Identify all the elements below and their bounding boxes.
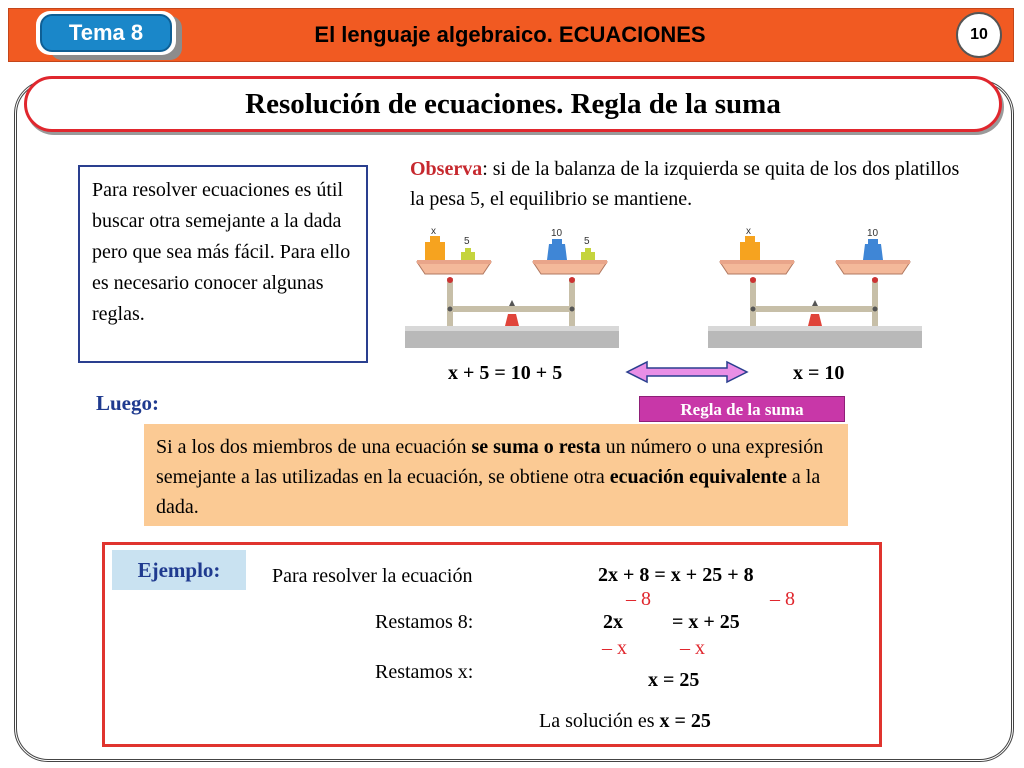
observa-keyword: Observa: [410, 158, 483, 180]
intro-box: [78, 165, 368, 363]
luego-label: Luego:: [96, 391, 159, 415]
equation-left: x + 5 = 10 + 5: [448, 362, 563, 384]
intro-text: Para resolver ecuaciones es útil buscar otra semejante a la dada pero que sea más fácil. Para ello es necesario conocer algunas reglas.: [92, 179, 351, 325]
rule-text-1: Si a los dos miembros de una ecuación: [156, 436, 472, 458]
header-title: El lenguaje algebraico. ECUACIONES: [314, 22, 706, 47]
left-pan: [720, 226, 794, 274]
observa-text: : si de la balanza de la izquierda se quita de los dos platillos la pesa 5, el equilibrio se mantiene.: [410, 158, 960, 210]
rule-tag: Regla de la suma: [639, 396, 845, 422]
slide-title: Resolución de ecuaciones. Regla de la suma: [245, 88, 781, 120]
solution-value: x = 25: [659, 710, 711, 732]
subtract-8-left: – 8: [626, 588, 651, 610]
weight-label-5: 5: [464, 236, 470, 247]
rule-text-3: a la dada.: [156, 466, 821, 518]
equation-right: x = 10: [793, 362, 845, 384]
balance-scale-right-illustration: [708, 222, 922, 352]
example-tag: Ejemplo:: [112, 550, 246, 590]
step2-label: Restamos x:: [375, 661, 474, 683]
page-number-badge: 10: [956, 12, 1002, 58]
step1-label: Restamos 8:: [375, 611, 474, 633]
observa-paragraph: [410, 154, 970, 218]
step2-equation: x = 25: [648, 669, 700, 691]
right-pan: [533, 228, 607, 274]
example-intro-text: Para resolver la ecuación: [272, 565, 473, 587]
weight-label-x: x: [431, 226, 436, 237]
solution-line: [539, 709, 711, 733]
step1-rhs: = x + 25: [672, 611, 740, 633]
tema-badge: Tema 8: [40, 14, 172, 52]
weight-label-10: 10: [867, 228, 879, 239]
rule-highlight-2: ecuación equivalente: [609, 466, 787, 488]
weight-label-x: x: [746, 226, 751, 237]
subtract-8-right: – 8: [770, 588, 795, 610]
step1-lhs: 2x: [603, 611, 623, 633]
weight-label-10: 10: [551, 228, 563, 239]
balance-scale-left-illustration: [405, 222, 619, 352]
left-pan: [417, 226, 491, 274]
solution-text: La solución es: [539, 710, 660, 732]
double-arrow-icon: [625, 360, 749, 384]
rule-box: [144, 424, 848, 526]
weight-label-5: 5: [584, 236, 590, 247]
subtract-x-right: – x: [680, 637, 705, 659]
rule-text-2: un número o una expresión semejante a las utilizadas en la ecuación, se obtiene otra: [156, 436, 824, 488]
example-equation: 2x + 8 = x + 25 + 8: [598, 564, 754, 586]
rule-highlight-1: se suma o resta: [471, 436, 601, 458]
right-pan: [836, 228, 910, 274]
subtract-x-left: – x: [602, 637, 627, 659]
